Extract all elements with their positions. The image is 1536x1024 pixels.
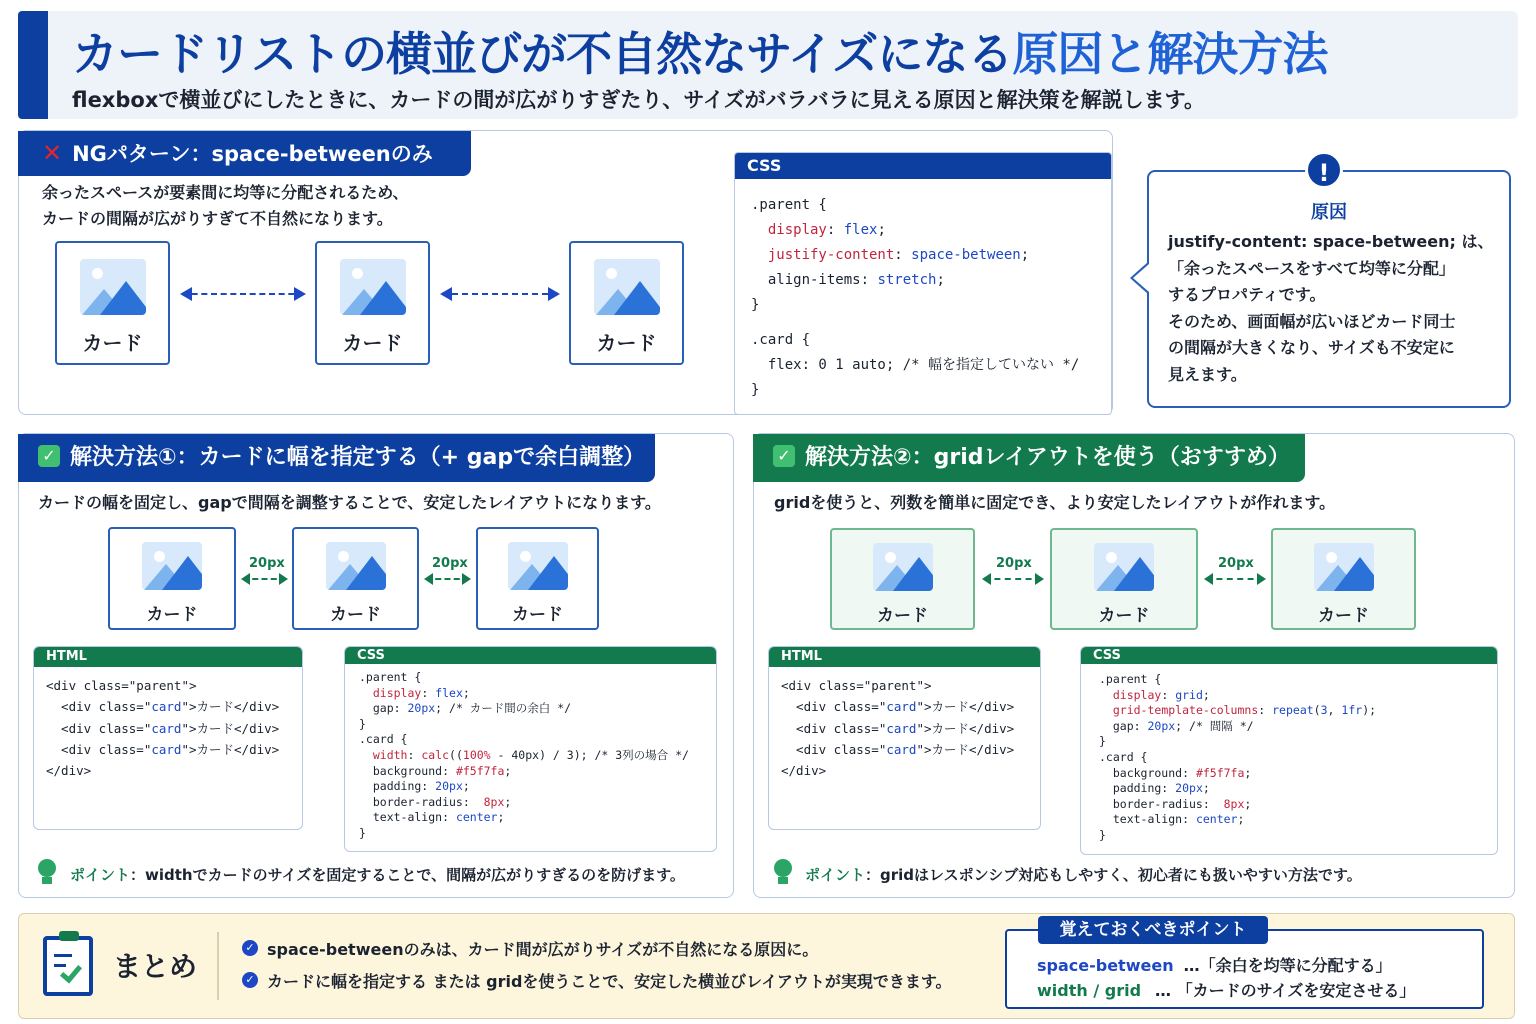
exclamation-icon: !: [1305, 151, 1343, 189]
image-icon: [142, 542, 202, 590]
lightbulb-icon: [774, 859, 792, 877]
sol1-css-body: .parent { display: flex; gap: 20px; /* カード間の余白 */ } .card { width: calc((100% - 40px) / 3); /* 3列の場合 */ background: #f5f7fa; padding: 20px; border-radius: 8px; text-align: center; }: [359, 670, 689, 840]
ng-card-1: [55, 241, 170, 365]
solution2-point: ポイント：gridはレスポンシブ対応もしやすく、初心者にも扱いやすい方法です。: [805, 866, 1362, 884]
gap-label: 20px: [432, 556, 468, 571]
ng-tab-label: NGパターン：space-betweenのみ: [72, 142, 433, 166]
double-arrow-icon: [426, 578, 469, 580]
card-label: カード: [512, 605, 563, 625]
image-icon: [326, 542, 386, 590]
code-header: HTML: [769, 647, 1040, 667]
sol2-card-3: [1271, 528, 1416, 630]
page-subtitle: flexboxで横並びにしたときに、カードの間が広がりすぎたり、サイズがバラバラに見える原因と解決策を解説します。: [72, 88, 1205, 112]
sol1-css-code: [344, 646, 717, 852]
sol2-css-body: .parent { display: grid; grid-template-columns: repeat(3, 1fr); gap: 20px; /* 間隔 */ } .card { background: #f5f7fa; padding: 20px; border-radius: 8px; text-align: center; }: [1099, 672, 1377, 842]
image-icon: [1094, 543, 1154, 591]
summary-line-2: カードに幅を指定する または gridを使うことで、安定した横並びレイアウトが実現できます。: [267, 972, 952, 991]
gap-label: 20px: [1218, 556, 1254, 571]
summary-title: まとめ: [113, 950, 198, 983]
ng-css-body: .parent { display: flex; justify-content: space-between; align-items: stretch; } .card { flex: 0 1 auto; /* 幅を指定していない */ }: [751, 197, 1080, 398]
sol1-card-1: [108, 527, 236, 630]
check-circle-icon: ✓: [242, 972, 258, 988]
ng-card-2: [315, 241, 430, 365]
sol1-html-code: [33, 646, 303, 830]
sol2-card-2: [1050, 528, 1198, 630]
ng-css-code: [734, 152, 1112, 415]
lightbulb-icon: [38, 859, 56, 877]
card-label: カード: [596, 331, 657, 355]
gap-label: 20px: [996, 556, 1032, 571]
code-header: CSS: [345, 647, 716, 664]
card-label: カード: [1318, 606, 1369, 626]
check-circle-icon: ✓: [242, 940, 258, 956]
checkbox-checked-icon: ✓: [773, 445, 795, 467]
cause-body: justify-content: space-between; は、 「余ったスペースをすべて均等に分配」 するプロパティです。 そのため、画面幅が広いほどカード同士 の間隔が大きくなり、サイズも不安定に 見えます。: [1168, 232, 1494, 384]
card-label: カード: [1098, 606, 1150, 626]
double-arrow-icon: [984, 578, 1042, 580]
ng-card-3: [569, 241, 684, 365]
image-icon: [873, 543, 933, 591]
sol2-html-code: [768, 646, 1041, 830]
image-icon: [340, 259, 406, 315]
sol1-html-body: <div class="parent"> <div class="card">カード</div> <div class="card">カード</div> <div class="card">カード</div> </div>: [46, 678, 280, 779]
code-header: CSS: [1081, 647, 1497, 664]
solution2-desc: gridを使うと、列数を簡単に固定でき、より安定したレイアウトが作れます。: [774, 493, 1336, 512]
header-accent-bar: [18, 11, 48, 119]
key-point-1: space-between …「余白を均等に分配する」: [1037, 956, 1392, 975]
key-point-2: width / grid … 「カードのサイズを安定させる」: [1037, 981, 1416, 1000]
card-label: カード: [82, 331, 143, 355]
solution2-tab: [753, 434, 1305, 482]
solution1-desc: カードの幅を固定し、gapで間隔を調整することで、安定したレイアウトになります。: [38, 493, 661, 512]
card-label: カード: [342, 331, 403, 355]
solution1-tab: [18, 434, 655, 482]
gap-label: 20px: [249, 556, 285, 571]
double-arrow-icon: [1206, 578, 1264, 580]
image-icon: [508, 542, 568, 590]
double-arrow-icon: [243, 578, 286, 580]
divider: [217, 932, 219, 1000]
checkbox-checked-icon: ✓: [38, 445, 60, 467]
double-arrow-icon: [182, 293, 304, 295]
card-label: カード: [330, 605, 381, 625]
solution2-tab-label: 解決方法②：gridレイアウトを使う（おすすめ）: [805, 445, 1290, 470]
image-icon: [594, 259, 660, 315]
summary-line-1: space-betweenのみは、カード間が広がりサイズが不自然になる原因に。: [267, 940, 819, 959]
ng-tab: [18, 131, 471, 176]
solution1-point: ポイント：widthでカードのサイズを固定することで、間隔が広がりすぎるのを防げます。: [70, 866, 685, 884]
sol2-css-code: [1080, 646, 1498, 855]
card-label: カード: [877, 606, 928, 626]
card-label: カード: [146, 605, 198, 625]
cause-title: 原因: [1311, 202, 1347, 223]
code-header: HTML: [34, 647, 302, 667]
sol2-card-1: [830, 528, 975, 630]
key-points-title: 覚えておくべきポイント: [1038, 916, 1268, 944]
code-header: CSS: [735, 153, 1111, 179]
ng-desc-1: 余ったスペースが要素間に均等に分配されるため、: [42, 183, 409, 202]
double-arrow-icon: [442, 293, 558, 295]
solution1-tab-label: 解決方法①：カードに幅を指定する（+ gapで余白調整）: [70, 445, 646, 470]
sol1-card-2: [292, 527, 419, 630]
sol2-html-body: <div class="parent"> <div class="card">カード</div> <div class="card">カード</div> <div class="card">カード</div> </div>: [781, 678, 1015, 779]
image-icon: [80, 259, 146, 315]
page-title: [72, 18, 1327, 84]
x-mark-icon: ✕: [42, 139, 63, 167]
ng-desc-2: カードの間隔が広がりすぎて不自然になります。: [42, 209, 393, 228]
title-main: カードリストの横並びが不自然なサイズになる: [72, 27, 1013, 81]
title-accent: 原因と解決方法: [1012, 27, 1328, 81]
clipboard-check-icon: [43, 936, 93, 996]
image-icon: [1314, 543, 1374, 591]
sol1-card-3: [476, 527, 599, 630]
